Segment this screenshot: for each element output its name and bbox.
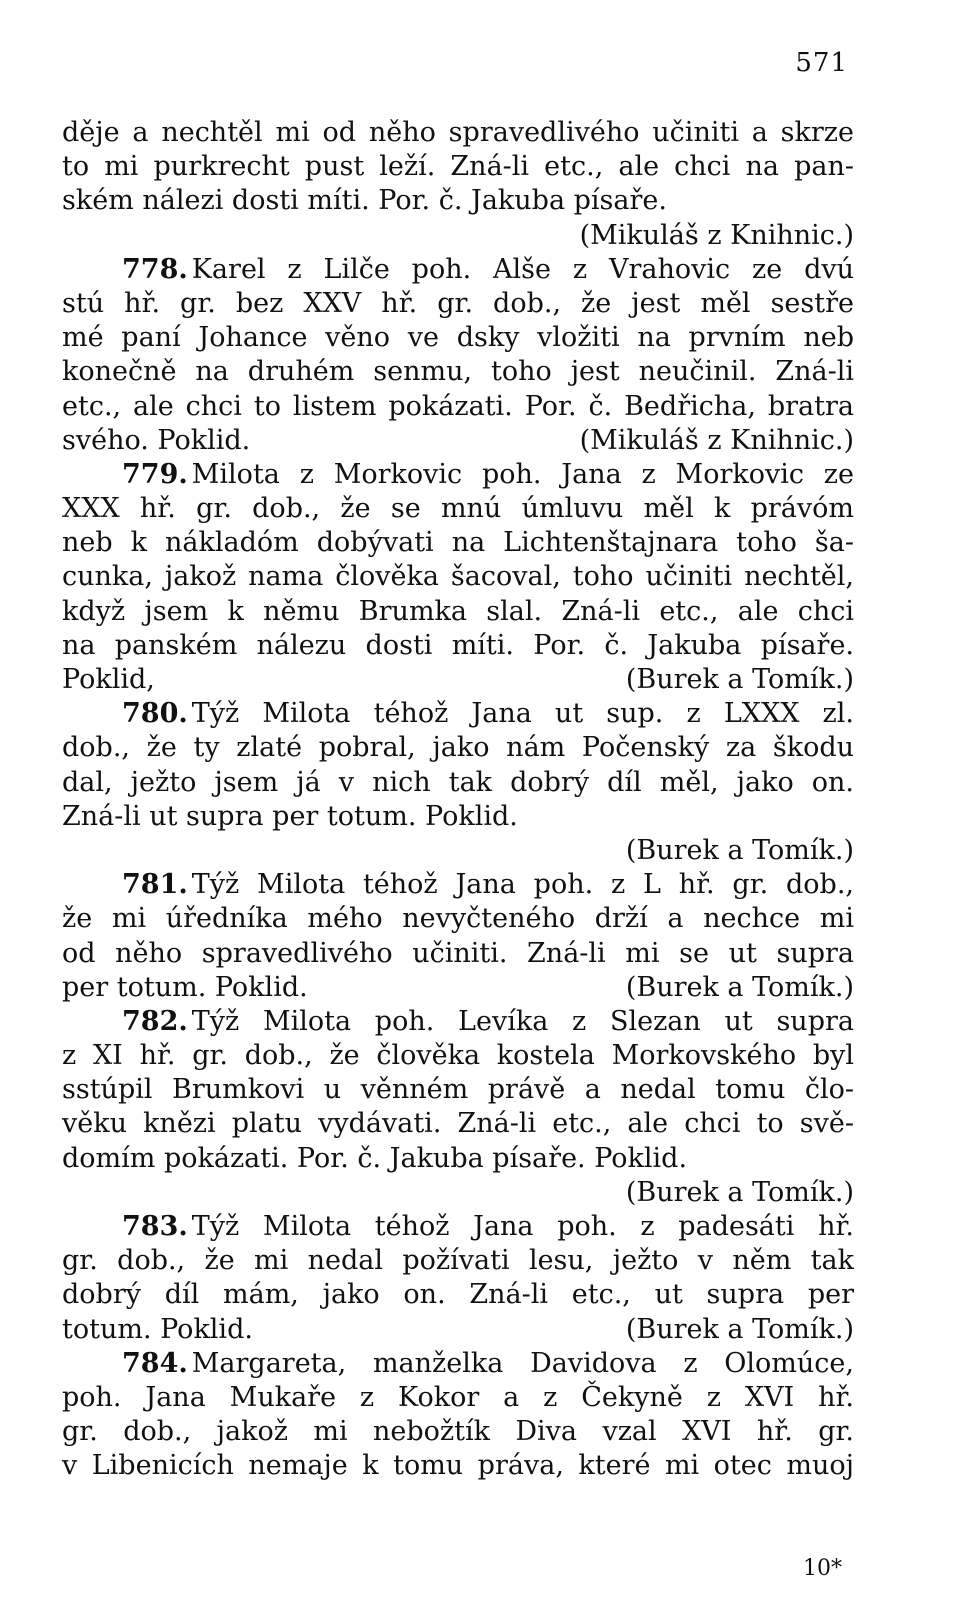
entry-number: 778. xyxy=(122,253,188,285)
line-text: Týž Milota téhož Jana poh. z L hř. gr. dob., xyxy=(191,869,854,901)
scribe-signature: (Burek a Tomík.) xyxy=(625,664,854,695)
scribe-signature: (Mikuláš z Knihnic.) xyxy=(579,424,854,456)
text-line xyxy=(62,629,854,663)
signature-mark: 10* xyxy=(803,1556,842,1581)
scribe-signature: (Mikuláš z Knihnic.) xyxy=(579,219,854,251)
line-text: děje a nechtěl mi od něho spravedlivého učiniti a skrze xyxy=(62,117,854,148)
line-text: domím pokázati. Por. č. Jakuba písaře. Poklid. xyxy=(62,1142,688,1174)
text-line xyxy=(62,595,854,629)
text-line xyxy=(62,355,854,389)
text-line xyxy=(62,971,854,1005)
text-line xyxy=(62,1005,854,1039)
text-line xyxy=(62,766,854,800)
line-text: když jsem k němu Brumka slal. Zná-li etc., ale chci xyxy=(62,595,854,627)
line-text: konečně na druhém senmu, toho jest neučinil. Zná-li xyxy=(62,356,854,388)
text-line xyxy=(62,1244,854,1278)
line-text: svého. Poklid. xyxy=(62,424,251,456)
line-text: poh. Jana Mukaře z Kokor a z Čekyně z XVI hř. xyxy=(62,1381,854,1413)
line-text: totum. Poklid. xyxy=(62,1313,253,1345)
line-text: ském nálezi dosti míti. Por. č. Jakuba písaře. xyxy=(62,185,667,217)
line-text: Poklid, xyxy=(62,664,155,695)
text-line xyxy=(62,1278,854,1312)
text-line xyxy=(62,663,854,697)
text-line xyxy=(62,116,854,150)
line-text: dobrý díl mám, jako on. Zná-li etc., ut supra per xyxy=(62,1279,854,1311)
text-line xyxy=(62,424,854,458)
text-line xyxy=(62,219,854,253)
text-line xyxy=(62,150,854,184)
scribe-signature: (Burek a Tomík.) xyxy=(625,1176,854,1208)
text-line xyxy=(62,287,854,321)
line-text: cunka, jakož nama člověka šacoval, toho učiniti nechtěl, xyxy=(62,561,854,593)
entry-number: 780. xyxy=(122,698,188,730)
line-text: dal, ježto jsem já v nich tak dobrý díl měl, jako on. xyxy=(62,766,854,798)
line-text: na panském nálezu dosti míti. Por. č. Jakuba písaře. xyxy=(62,629,854,661)
text-line xyxy=(62,800,854,834)
line-text: stú hř. gr. bez XXV hř. gr. dob., že jest měl sestře xyxy=(62,287,854,319)
text-line xyxy=(62,902,854,936)
line-text: od něho spravedlivého učiniti. Zná-li mi se ut supra xyxy=(62,937,854,969)
line-text: Zná-li ut supra per totum. Poklid. xyxy=(62,800,518,832)
line-text: mé paní Johance věno ve dsky vložiti na prvním neb xyxy=(62,322,854,354)
line-text: dob., že ty zlaté pobral, jako nám Počenský za škodu xyxy=(62,732,854,764)
line-text: XXX hř. gr. dob., že se mnú úmluvu měl k právóm xyxy=(62,493,854,525)
text-line xyxy=(62,1381,854,1415)
line-text: neb k nákladóm dobývati na Lichtenštajnara toho ša- xyxy=(62,527,854,559)
text-line xyxy=(62,458,854,492)
text-line xyxy=(62,492,854,526)
text-line xyxy=(62,560,854,594)
entry-number: 779. xyxy=(122,458,188,490)
text-line xyxy=(62,937,854,971)
line-text: Karel z Lilče poh. Alše z Vrahovic ze dvú xyxy=(191,253,854,285)
page-number: 571 xyxy=(795,48,848,78)
text-line xyxy=(62,697,854,731)
line-text: Milota z Morkovic poh. Jana z Morkovic ze xyxy=(191,458,854,490)
line-text: věku knězi platu vydávati. Zná-li etc., ale chci to svě- xyxy=(62,1108,854,1140)
text-line xyxy=(62,1347,854,1381)
text-line xyxy=(62,1176,854,1210)
text-line xyxy=(62,526,854,560)
line-text: gr. dob., že mi nedal požívati lesu, ježto v něm tak xyxy=(62,1245,854,1277)
text-line xyxy=(62,321,854,355)
scribe-signature: (Burek a Tomík.) xyxy=(625,834,854,866)
text-line xyxy=(62,184,854,218)
text-line xyxy=(62,253,854,287)
text-line xyxy=(62,731,854,765)
entry-number: 781. xyxy=(122,869,188,901)
line-text: že mi úředníka mého nevyčteného drží a nechce mi xyxy=(62,903,854,935)
entry-number: 783. xyxy=(122,1211,188,1242)
line-text: Týž Milota téhož Jana ut sup. z LXXX zl. xyxy=(191,698,854,730)
text-line xyxy=(62,1449,854,1483)
text-line xyxy=(62,1039,854,1073)
text-line xyxy=(62,1313,854,1347)
text-line xyxy=(62,1142,854,1176)
scribe-signature: (Burek a Tomík.) xyxy=(625,1313,854,1345)
text-line xyxy=(62,1107,854,1141)
scribe-signature: (Burek a Tomík.) xyxy=(625,971,854,1003)
text-line xyxy=(62,834,854,868)
line-text: Margareta, manželka Davidova z Olomúce, xyxy=(191,1347,854,1379)
line-text: gr. dob., jakož mi nebožtík Diva vzal XVI hř. gr. xyxy=(62,1416,854,1448)
line-text: per totum. Poklid. xyxy=(62,971,308,1003)
line-text: v Libenicích nemaje k tomu práva, které mi otec muoj xyxy=(62,1450,854,1482)
text-line xyxy=(62,1073,854,1107)
entry-number: 782. xyxy=(122,1005,188,1037)
line-text: etc., ale chci to listem pokázati. Por. č. Bedřicha, bratra xyxy=(62,390,854,422)
line-text: Týž Milota poh. Levíka z Slezan ut supra xyxy=(191,1005,854,1037)
text-line xyxy=(62,1210,854,1244)
line-text: to mi purkrecht pust leží. Zná-li etc., ale chci na pan- xyxy=(62,151,854,183)
line-text: sstúpil Brumkovi u věnném právě a nedal tomu člo- xyxy=(62,1074,854,1106)
text-line xyxy=(62,1415,854,1449)
line-text: z XI hř. gr. dob., že člověka kostela Morkovského byl xyxy=(62,1040,854,1072)
text-line xyxy=(62,868,854,902)
text-body xyxy=(62,116,854,1484)
line-text: Týž Milota téhož Jana poh. z padesáti hř. xyxy=(191,1211,854,1242)
text-line xyxy=(62,390,854,424)
entry-number: 784. xyxy=(122,1347,188,1379)
